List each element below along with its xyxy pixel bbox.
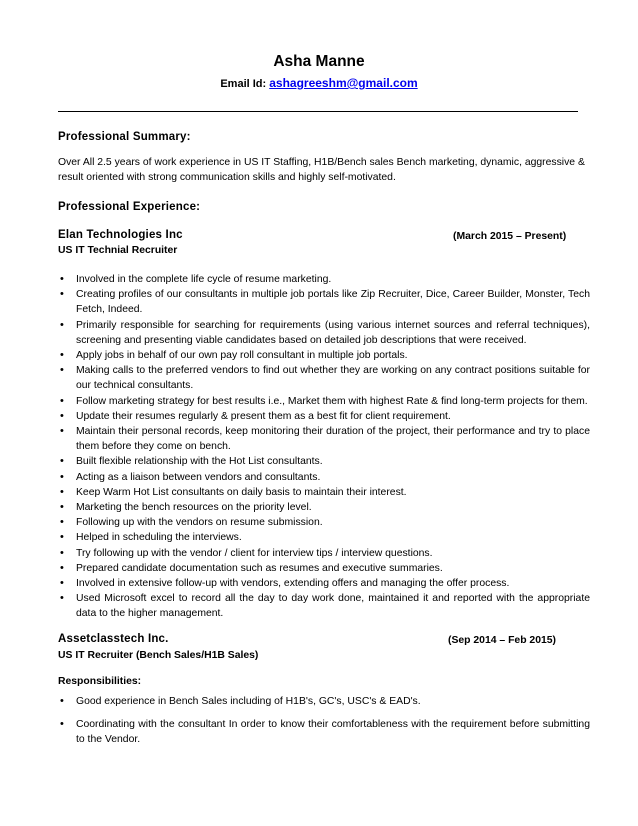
list-item: • Keep Warm Hot List consultants on daily basis to maintain their interest. [58,485,590,500]
list-item: • Coordinating with the consultant In order to know their comfortableness with the requirement before submitting to the Vendor. [58,717,590,747]
job-1-bullets [58,272,590,622]
list-item: • Used Microsoft excel to record all the day to day work done, maintained it and reported with the appropriate data to the higher management. [58,591,590,621]
summary-heading: Professional Summary: [58,131,191,143]
list-item: • Prepared candidate documentation such as resumes and executive summaries. [58,561,590,576]
email-line [0,76,638,90]
list-item: • Following up with the vendors on resume submission. [58,515,590,530]
email-label: Email Id: [220,78,267,90]
job-2-bullets [58,694,590,756]
list-item: • Follow marketing strategy for best results i.e., Market them with highest Rate & find long-term projects for them. [58,394,590,409]
job-2-company: Assetclasstech Inc. [58,633,169,645]
job-2-role: US IT Recruiter (Bench Sales/H1B Sales) [58,650,259,661]
list-item: • Involved in extensive follow-up with vendors, extending offers and managing the offer process. [58,576,590,591]
list-item: • Try following up with the vendor / client for interview tips / interview questions. [58,546,590,561]
list-item: • Update their resumes regularly & present them as a best fit for client requirement. [58,409,590,424]
job-2-responsibilities-heading: Responsibilities: [58,676,142,687]
job-1-dates: (March 2015 – Present) [453,231,567,242]
job-2-dates: (Sep 2014 – Feb 2015) [448,635,557,646]
list-item: • Maintain their personal records, keep monitoring their duration of the project, their performance and try to place them before they come on bench. [58,424,590,454]
list-item: • Apply jobs in behalf of our own pay roll consultant in multiple job portals. [58,348,590,363]
list-item: • Acting as a liaison between vendors and consultants. [58,470,590,485]
candidate-name: Asha Manne [273,53,365,70]
list-item: • Primarily responsible for searching for requirements (using various internet sources and referral techniques), screening and presenting viable candidates based on detailed job descriptions that were received. [58,318,590,348]
list-item: • Creating profiles of our consultants in multiple job portals like Zip Recruiter, Dice, Career Builder, Monster, Tech Fetch, Indeed. [58,287,590,317]
email-link[interactable]: ashagreeshm@gmail.com [269,76,418,90]
job-1-role: US IT Technial Recruiter [58,245,178,256]
horizontal-rule [58,111,578,112]
job-1-company: Elan Technologies Inc [58,229,183,241]
list-item: • Involved in the complete life cycle of resume marketing. [58,272,590,287]
list-item: • Helped in scheduling the interviews. [58,530,590,545]
list-item: • Marketing the bench resources on the priority level. [58,500,590,515]
list-item: • Built flexible relationship with the Hot List consultants. [58,454,590,469]
summary-text: Over All 2.5 years of work experience in US IT Staffing, H1B/Bench sales Bench marketing, dynamic, aggressive & result oriented with strong communication skills and highly self-motivated. [58,157,585,183]
list-item: • Making calls to the preferred vendors to find out whether they are working on any contract positions suitable for our technical consultants. [58,363,590,393]
experience-heading: Professional Experience: [58,201,201,213]
list-item: • Good experience in Bench Sales including of H1B's, GC's, USC's & EAD's. [58,694,590,709]
